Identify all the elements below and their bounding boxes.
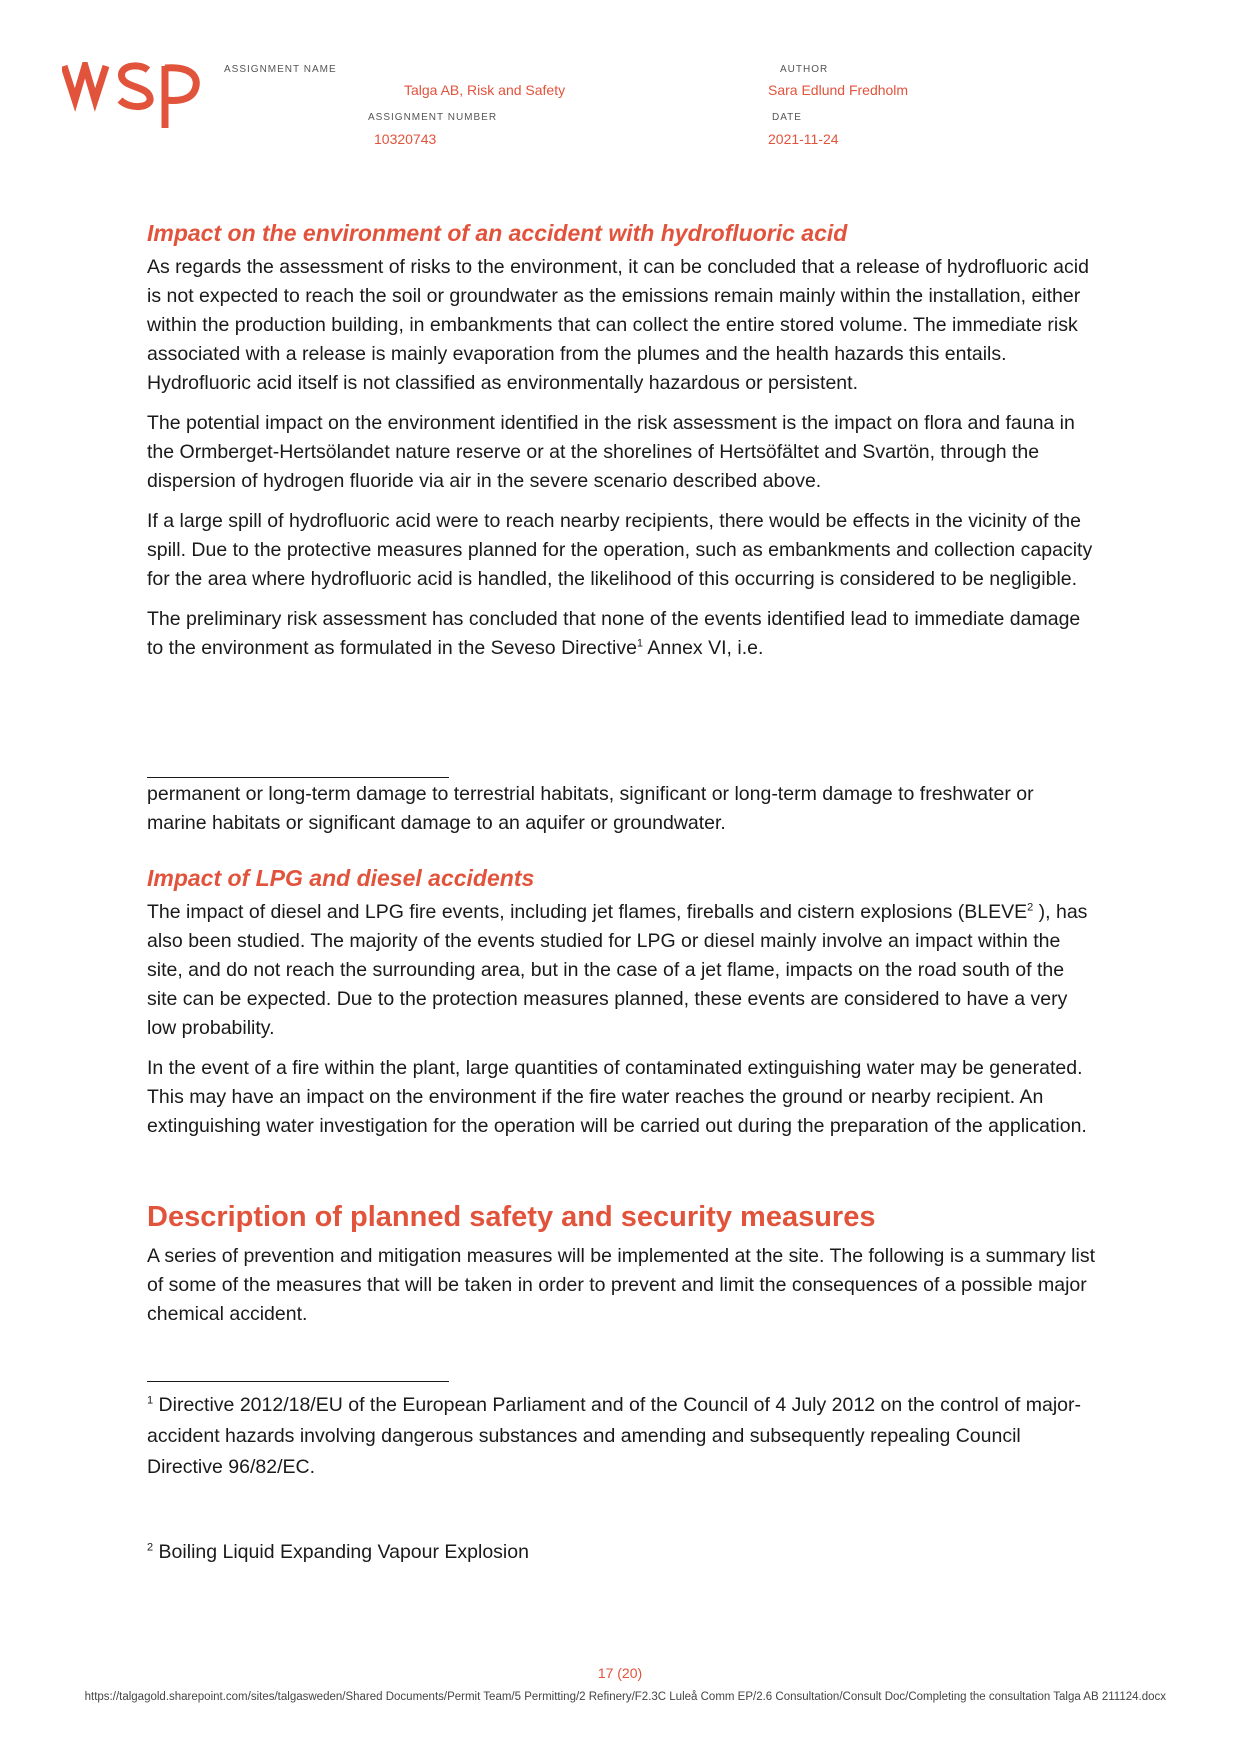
document-path: https://talgagold.sharepoint.com/sites/talgasweden/Shared Documents/Permit Team/5 Permitting/2 Refinery/F2.3C Luleå Comm EP/2.6 Consultation/Consult Doc/Completing the consultation Talga AB 211124.docx: [84, 1691, 1166, 1703]
footnote-text: Boiling Liquid Expanding Vapour Explosion: [158, 1541, 529, 1563]
footnote-number: 2: [147, 1541, 154, 1554]
section-heading: Impact of LPG and diesel accidents: [147, 865, 535, 891]
author-label: AUTHOR: [780, 64, 829, 75]
paragraph: The potential impact on the environment identified in the risk assessment is the impact on flora and fauna in the Ormberget-Hertsölandet nature reserve or at the shorelines of Hertsöfältet and Svartön, through the dispersion of hydrogen fluoride via air in the severe scenario described above.: [147, 412, 1075, 492]
paragraph: The impact of diesel and LPG fire events, including jet flames, fireballs and cistern explosions (BLEVE$^2$ ), has also been studied. The majority of the events studied for LPG or diesel mainly involve an impact within the site, and do not reach the surrounding area, but in the case of a jet flame, impacts on the road south of the site can be expected. Due to the protection measures planned, these events are considered to have a very low probability.: [147, 901, 1088, 1039]
footnote-ref[interactable]: 1: [636, 637, 644, 650]
paragraph: The preliminary risk assessment has concluded that none of the events identified lead to immediate damage to the environment as formulated in the Seveso Directive$^1$ Annex VI, i.e.: [147, 608, 1081, 659]
footnote-rule: [147, 1381, 449, 1382]
assignment-number: 10320743: [374, 131, 437, 147]
footnote-number: 1: [147, 1394, 154, 1407]
section-lpg-diesel: [147, 865, 1097, 1141]
date-label: DATE: [772, 112, 802, 123]
footnote-text: Directive 2012/18/EU of the European Parliament and of the Council of 4 July 2012 on the control of major-accident hazards involving dangerous substances and amending and subsequently repealing Council Directive 96/82/EC.: [147, 1394, 1081, 1478]
section-hydrofluoric-acid-continued: [147, 780, 1097, 838]
paragraph: permanent or long-term damage to terrestrial habitats, significant or long-term damage to freshwater or marine habitats or significant damage to an aquifer or groundwater.: [147, 783, 1034, 834]
section-heading: Description of planned safety and security measures: [147, 1201, 876, 1233]
assignment-number-label: ASSIGNMENT NUMBER: [368, 112, 498, 123]
page-number: 17 (20): [597, 1665, 643, 1681]
footnote-ref[interactable]: 2: [1027, 901, 1034, 914]
footnote-1: [147, 1390, 1097, 1483]
separator-rule: [147, 777, 449, 778]
paragraph: If a large spill of hydrofluoric acid were to reach nearby recipients, there would be effects in the vicinity of the spill. Due to the protective measures planned for the operation, such as embankments and collection capacity for the area where hydrofluoric acid is handled, the likelihood of this occurring is considered to be negligible.: [147, 510, 1093, 590]
author: Sara Edlund Fredholm: [768, 82, 909, 98]
assignment-name: Talga AB, Risk and Safety: [404, 82, 566, 98]
footnote-2: [147, 1537, 1097, 1568]
section-heading: Impact on the environment of an accident with hydrofluoric acid: [147, 220, 848, 246]
paragraph: As regards the assessment of risks to the environment, it can be concluded that a release of hydrofluoric acid is not expected to reach the soil or groundwater as the emissions remain mainly within the installation, either within the production building, in embankments that can collect the entire stored volume. The immediate risk associated with a release is mainly evaporation from the plumes and the health hazards this entails. Hydrofluoric acid itself is not classified as environmentally hazardous or persistent.: [147, 256, 1089, 394]
wsp-logo: [62, 62, 204, 132]
assignment-name-label: ASSIGNMENT NAME: [224, 64, 337, 75]
section-safety-measures: [147, 1201, 1097, 1329]
paragraph: A series of prevention and mitigation measures will be implemented at the site. The following is a summary list of some of the measures that will be taken in order to prevent and limit the consequences of a possible major chemical accident.: [147, 1245, 1095, 1325]
date: 2021-11-24: [768, 131, 839, 147]
paragraph: In the event of a fire within the plant, large quantities of contaminated extinguishing water may be generated. This may have an impact on the environment if the fire water reaches the ground or nearby recipient. An extinguishing water investigation for the operation will be carried out during the preparation of the application.: [147, 1057, 1087, 1137]
section-hydrofluoric-acid: [147, 220, 1097, 663]
